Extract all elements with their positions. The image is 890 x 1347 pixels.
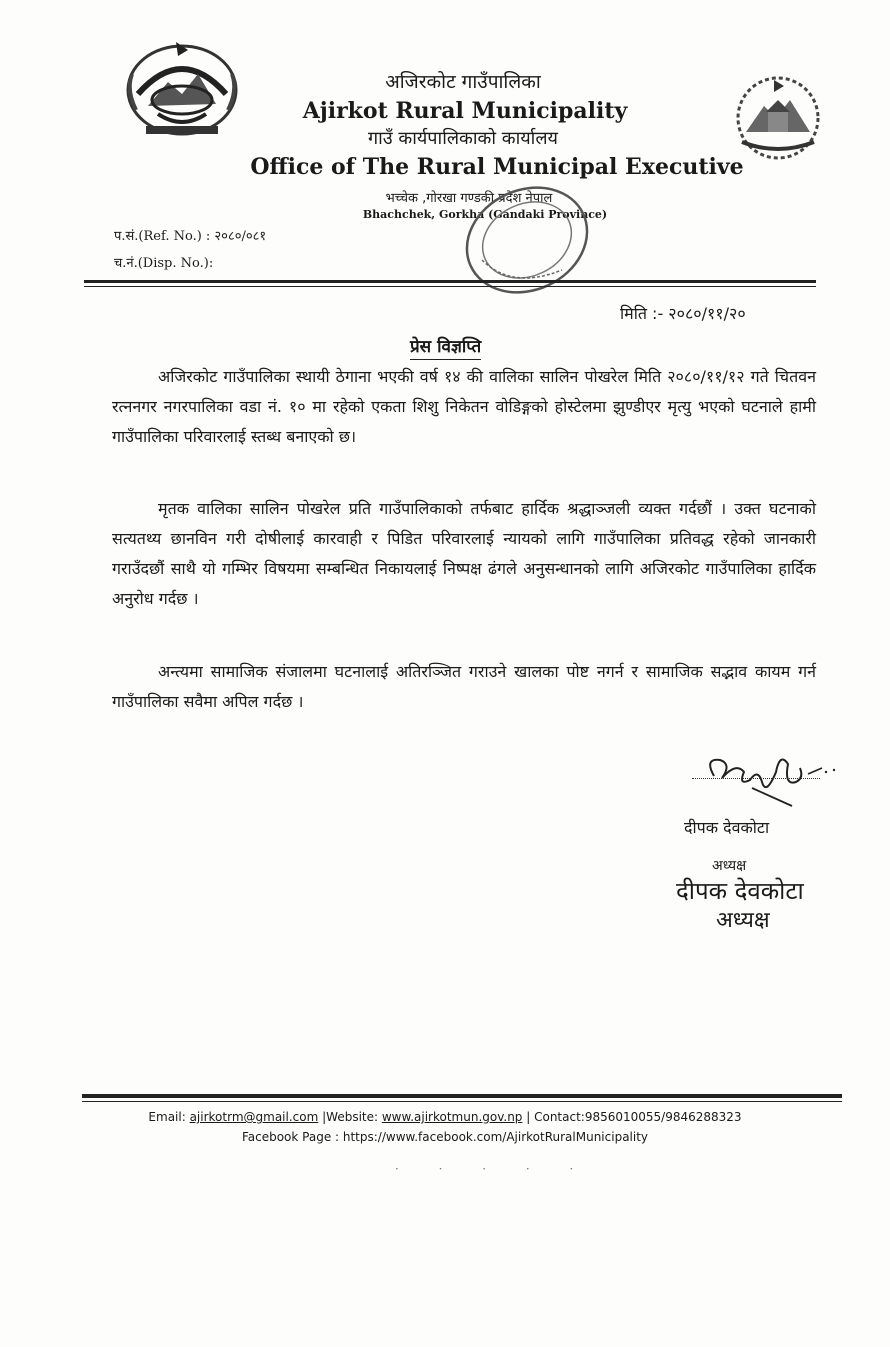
header-divider-thin <box>84 286 816 287</box>
website-link[interactable]: www.ajirkotmun.gov.np <box>381 1110 523 1124</box>
email-link[interactable]: ajirkotrm@gmail.com <box>189 1110 319 1124</box>
address-english: Bhachchek, Gorkha (Gandaki Province) <box>362 208 608 221</box>
paragraph-2: मृतक वालिका सालिन पोखरेल प्रति गाउँपालिकाको तर्फबाट हार्दिक श्रद्धाञ्जली व्यक्त गर्दछौं । उक्त घटनाको सत्यतथ्य छानविन गरी दोषीलाई कारवाही र पिडित परिवारलाई न्यायको लागि गाउँपालिका प्रतिवद्ध रहेको जानकारी गराउँदछौं साथै यो गम्भिर विषयमा सम्बन्धित निकायलाई निष्पक्ष ढंगले अनुसन्धानको लागि अजिरकोट गाउँपालिका हार्दिक अनुरोध गर्दछ । <box>112 499 816 608</box>
office-name-nepali: गाउँ कार्यपालिकाको कार्यालय <box>368 128 558 149</box>
website-label: |Website: <box>318 1110 382 1124</box>
paragraph-1: अजिरकोट गाउँपालिका स्थायी ठेगाना भएकी वर्ष १४ की वालिका सालिन पोखरेल मिति २०८०/११/१२ गते चितवन रत्ननगर नगरपालिका वडा नं. १० मा रहेको एकता शिशु निकेतन वोडिङ्गको होस्टेलमा झुण्डीएर मृत्यु भएको घटनाले हामी गाउँपालिका परिवारलाई स्तब्ध बनाएको छ। <box>112 367 816 446</box>
footer-divider-thin <box>82 1101 842 1102</box>
footer-contact-line <box>0 1110 890 1124</box>
signatory-name: दीपक देवकोटा <box>684 818 770 837</box>
dispatch-number: च.नं.(Disp. No.): <box>114 256 214 271</box>
facebook-page-link[interactable]: Facebook Page : https://www.facebook.com/AjirkotRuralMunicipality <box>241 1130 649 1144</box>
address-nepali: भच्चेक ,गोरखा गण्डकी प्रदेश नेपाल <box>385 191 553 206</box>
footer-divider <box>82 1094 842 1098</box>
municipality-name-nepali: अजिरकोट गाउँपालिका <box>385 71 541 93</box>
municipality-name-english: Ajirkot Rural Municipality <box>302 98 628 124</box>
letter-date: मिति :- २०८०/११/२० <box>620 304 746 323</box>
handwritten-signature-icon <box>692 742 842 812</box>
signatory-name-stamp: दीपक देवकोटा <box>676 877 804 905</box>
reference-number: प.सं.(Ref. No.) : २०८०/०८१ <box>114 229 267 244</box>
office-name-english: Office of The Rural Municipal Executive <box>250 154 744 180</box>
signatory-title: अध्यक्ष <box>716 908 770 933</box>
email-label: Email: <box>148 1110 190 1124</box>
header-divider <box>84 280 816 283</box>
footer-dots: · · · · · <box>395 1162 592 1176</box>
signatory-title-stamp: अध्यक्ष <box>712 858 747 874</box>
notice-title: प्रेस विज्ञप्ति <box>410 334 481 360</box>
contact-numbers: | Contact:9856010055/9846288323 <box>522 1110 742 1124</box>
signature-line <box>692 778 820 779</box>
paragraph-3: अन्त्यमा सामाजिक संजालमा घटनालाई अतिरञ्जित गराउने खालका पोष्ट नगर्न र सामाजिक सद्भाव कायम गर्न गाउँपालिका सवैमा अपिल गर्दछ । <box>112 662 816 711</box>
